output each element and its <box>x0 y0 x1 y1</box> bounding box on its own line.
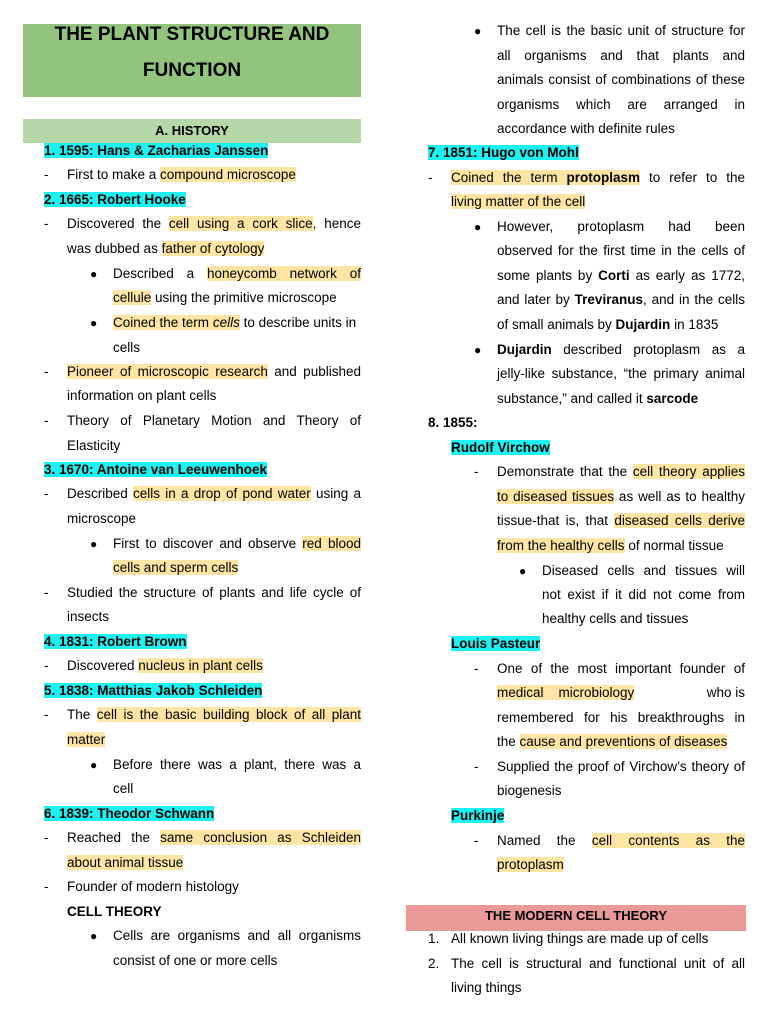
heading-text: 2. 1665: Robert Hooke <box>44 192 186 207</box>
highlight: Coined the term <box>113 315 213 330</box>
highlight: same conclusion as Schleiden <box>160 830 361 845</box>
text: some plants by <box>497 268 599 283</box>
list-item <box>451 170 745 186</box>
text: Discovered <box>67 658 139 673</box>
heading-schwann <box>44 806 214 822</box>
text: to describe units in <box>239 315 357 330</box>
list-item-cont <box>497 513 745 529</box>
text: , hence <box>312 216 361 231</box>
list-item-cont <box>497 734 727 750</box>
page-title-line2: FUNCTION <box>142 60 242 81</box>
bold-text: Treviranus <box>574 292 643 307</box>
list-item: Supplied the proof of Virchow’s theory of <box>497 759 745 774</box>
dash-marker: - <box>428 170 433 185</box>
bullet-marker: ● <box>90 758 98 772</box>
list-item <box>67 216 361 232</box>
bullet-marker: ● <box>90 537 98 551</box>
bullet-item: Diseased cells and tissues will <box>542 563 745 578</box>
dash-marker: - <box>44 413 49 428</box>
heading-text: 1. 1595: Hans & Zacharias Janssen <box>44 143 269 158</box>
list-item <box>67 486 361 502</box>
highlight: medical microbiology <box>497 685 635 700</box>
text: Discovered the <box>67 216 169 231</box>
text: First to make a <box>67 167 161 182</box>
dash-marker: - <box>44 364 49 379</box>
text: The <box>67 707 97 722</box>
dash-marker: - <box>474 759 479 774</box>
bullet-item-cont <box>497 391 698 407</box>
highlight: Pioneer of microscopic research <box>67 364 268 379</box>
section-modern-cell-theory-header: THE MODERN CELL THEORY <box>406 905 746 931</box>
list-item: Theory of Planetary Motion and Theory of <box>67 413 361 428</box>
highlight: cell contents as the <box>591 833 745 848</box>
list-item <box>67 707 361 723</box>
heading-text: Louis Pasteur <box>451 636 541 651</box>
highlight: from the healthy cells <box>497 538 625 553</box>
bold-text: Dujardin <box>497 342 552 357</box>
list-item-cont: insects <box>67 609 110 624</box>
list-item-cont <box>451 194 585 210</box>
numbered-item: The cell is structural and functional unit of all <box>451 956 745 971</box>
heading-brown <box>44 634 187 650</box>
text: using a <box>310 486 361 501</box>
bullet-marker: ● <box>90 267 98 281</box>
text: , and in the cells <box>642 292 746 307</box>
text: and later by <box>497 292 575 307</box>
text: Named the <box>497 833 592 848</box>
bullet-item-cont: all organisms and that plants and <box>497 48 745 63</box>
list-item-cont <box>67 855 183 871</box>
bullet-item-cont: jelly-like substance, “the primary animal <box>497 366 745 381</box>
bullet-item: The cell is the basic unit of structure for <box>497 23 745 38</box>
bullet-item <box>497 342 745 358</box>
bullet-item: Cells are organisms and all organisms <box>113 928 361 943</box>
highlight: diseased cells derive <box>614 513 745 528</box>
highlight: cause and preventions of diseases <box>519 734 728 749</box>
heading-text: 3. 1670: Antoine van Leeuwenhoek <box>44 462 268 477</box>
bullet-marker: ● <box>474 220 482 234</box>
highlight: honeycomb network of <box>206 266 361 281</box>
highlight: cells and sperm cells <box>113 560 239 575</box>
text: who is <box>706 685 745 700</box>
bullet-item-cont: healthy cells and tissues <box>542 611 689 626</box>
list-item-cont: microscope <box>67 511 137 526</box>
subheading-purkinje <box>451 808 504 824</box>
text: First to discover and observe <box>113 536 303 551</box>
list-item-cont: Elasticity <box>67 438 121 453</box>
heading-text: 7. 1851: Hugo von Mohl <box>428 145 579 160</box>
text: was dubbed as <box>67 241 162 256</box>
list-item-cont <box>497 489 745 505</box>
highlight: cell using a cork slice <box>168 216 313 231</box>
heading-text: 5. 1838: Matthias Jakob Schleiden <box>44 683 263 698</box>
bullet-item-cont <box>497 317 718 333</box>
bullet-item <box>113 315 356 331</box>
list-item-cont <box>67 732 105 748</box>
dash-marker: - <box>474 661 479 676</box>
text: in 1835 <box>670 317 719 332</box>
text: and published <box>267 364 361 379</box>
bullet-item-cont: cell <box>113 781 134 796</box>
text: the <box>497 734 520 749</box>
dash-marker: - <box>44 830 49 845</box>
dash-marker: - <box>44 167 49 182</box>
dash-marker: - <box>474 464 479 479</box>
bullet-item-cont <box>113 560 238 576</box>
list-item-cont-tail <box>680 685 745 701</box>
bullet-marker: ● <box>474 343 482 357</box>
heading-janssen <box>44 143 268 159</box>
list-item <box>67 364 361 380</box>
highlight: living matter of the cell <box>451 194 586 209</box>
numbered-item-cont: living things <box>451 980 522 995</box>
bullet-marker: ● <box>90 316 98 330</box>
numbered-marker: 2. <box>428 956 440 971</box>
bold-text: Corti <box>598 268 630 283</box>
list-item <box>67 658 263 674</box>
list-item-cont: biogenesis <box>497 783 562 798</box>
numbered-item: All known living things are made up of cells <box>451 931 709 946</box>
heading-text: 6. 1839: Theodor Schwann <box>44 806 215 821</box>
list-item-cont: remembered for his breakthroughs in <box>497 710 745 725</box>
text: described protoplasm as a <box>551 342 745 357</box>
heading-text: Purkinje <box>451 808 505 823</box>
dash-marker: - <box>44 486 49 501</box>
highlight: cell theory applies <box>632 464 745 479</box>
list-item-cont <box>67 241 264 257</box>
list-item <box>497 464 745 480</box>
list-item: Founder of modern histology <box>67 879 239 894</box>
page-title-line1: THE PLANT STRUCTURE AND <box>54 24 330 45</box>
text: Described a <box>113 266 207 281</box>
bullet-item-cont <box>497 268 745 284</box>
dash-marker: - <box>44 585 49 600</box>
highlight: compound microscope <box>160 167 296 182</box>
bold-text: sarcode <box>646 391 699 406</box>
text: Described <box>67 486 134 501</box>
list-item <box>497 833 745 849</box>
bullet-item-cont: animals consist of combinations of these <box>497 72 745 87</box>
bullet-item-cont: organisms which are arranged in <box>497 97 745 112</box>
bullet-item <box>113 536 361 552</box>
list-item: Studied the structure of plants and life cycle of <box>67 585 361 600</box>
heading-text: 4. 1831: Robert Brown <box>44 634 187 649</box>
cell-theory-heading: CELL THEORY <box>67 904 162 919</box>
text: of normal tissue <box>624 538 724 553</box>
highlight: father of cytology <box>161 241 265 256</box>
text: Reached the <box>67 830 161 845</box>
highlight-italic: cells <box>212 315 240 330</box>
highlight: nucleus in plant cells <box>138 658 263 673</box>
text: to refer to the <box>640 170 745 185</box>
highlight: cells in a drop of pond water <box>133 486 311 501</box>
heading-leeuwenhoek <box>44 462 267 478</box>
highlight: to diseased tissues <box>497 489 615 504</box>
bullet-item-cont <box>113 290 337 306</box>
bullet-marker: ● <box>90 929 98 943</box>
list-item <box>67 830 361 846</box>
bullet-marker: ● <box>519 564 527 578</box>
list-item-cont: information on plant cells <box>67 388 217 403</box>
heading-schleiden <box>44 683 262 699</box>
heading-1855: 8. 1855: <box>428 415 478 430</box>
heading-hooke <box>44 192 186 208</box>
text: Demonstrate that the <box>497 464 633 479</box>
highlight: about animal tissue <box>67 855 184 870</box>
bullet-item-cont <box>497 292 745 308</box>
bullet-item-cont: observed for the first time in the cells of <box>497 243 745 258</box>
bullet-item-cont: not exist if it did not come from <box>542 587 745 602</box>
bullet-item: Before there was a plant, there was a <box>113 757 361 772</box>
highlight: protoplasm <box>497 857 564 872</box>
text: as well as to healthy <box>614 489 745 504</box>
dash-marker: - <box>44 707 49 722</box>
bullet-item <box>113 266 361 282</box>
dash-marker: - <box>44 216 49 231</box>
highlight: cell is the basic building block of all plant <box>96 707 361 722</box>
highlight: red blood <box>302 536 361 551</box>
subheading-virchow <box>451 440 550 456</box>
text: tissue-that is, that <box>497 513 615 528</box>
section-history-header: A. HISTORY <box>23 119 361 143</box>
bullet-item-cont: accordance with definite rules <box>497 121 675 136</box>
text: as early as 1772, <box>629 268 745 283</box>
highlight: Coined the term <box>451 170 567 185</box>
text: substance,” and called it <box>497 391 647 406</box>
bold-text: Dujardin <box>615 317 671 332</box>
highlight: cellule <box>113 290 152 305</box>
dash-marker: - <box>44 879 49 894</box>
list-item-cont <box>497 685 634 701</box>
bullet-item-cont: cells <box>113 340 141 355</box>
list-item <box>67 167 296 183</box>
text: using the primitive microscope <box>151 290 337 305</box>
text: of small animals by <box>497 317 616 332</box>
bullet-marker: ● <box>474 24 482 38</box>
list-item-cont <box>497 857 564 873</box>
dash-marker: - <box>474 833 479 848</box>
heading-mohl <box>428 145 579 161</box>
bullet-item: However, protoplasm had been <box>497 219 745 234</box>
bullet-item-cont: consist of one or more cells <box>113 953 278 968</box>
highlight-bold: protoplasm <box>566 170 641 185</box>
numbered-marker: 1. <box>428 931 440 946</box>
dash-marker: - <box>44 658 49 673</box>
list-item: One of the most important founder of <box>497 661 745 676</box>
subheading-pasteur <box>451 636 540 652</box>
list-item-cont <box>497 538 724 554</box>
heading-text: Rudolf Virchow <box>451 440 550 455</box>
highlight: matter <box>67 732 106 747</box>
